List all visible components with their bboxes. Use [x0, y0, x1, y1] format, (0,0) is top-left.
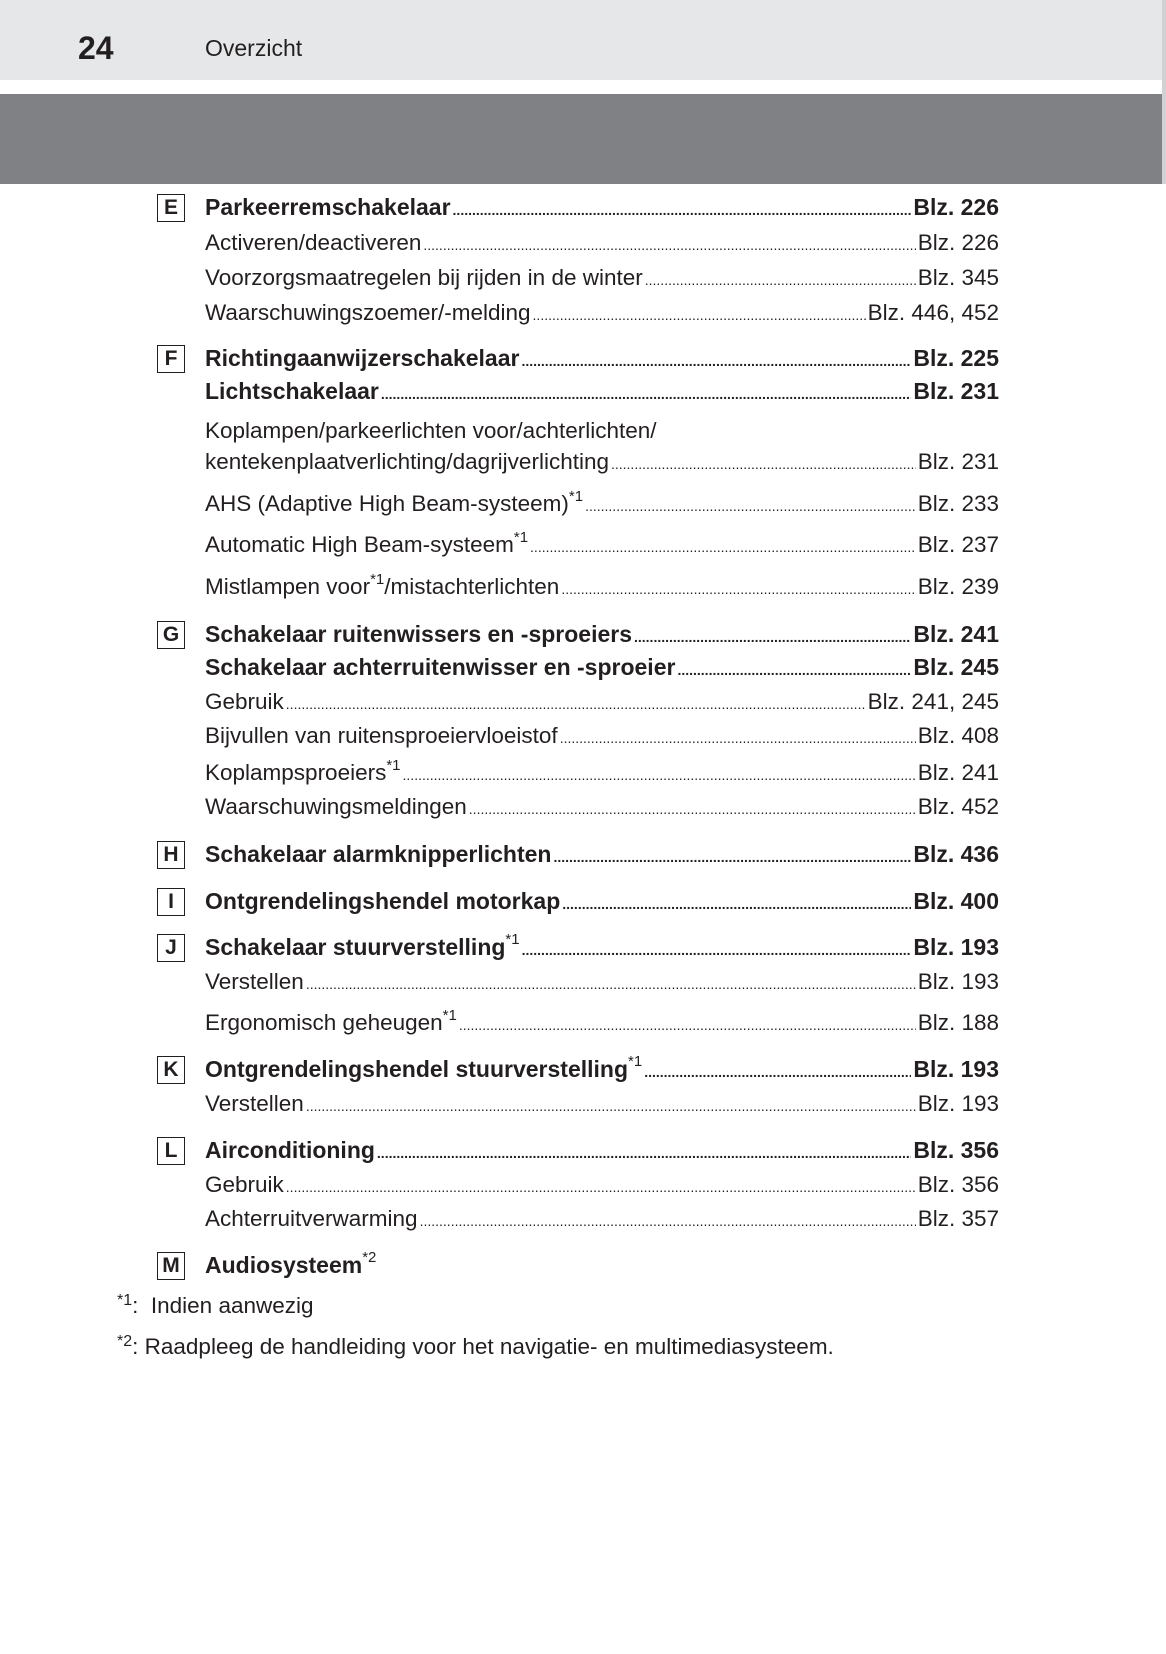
dot-leader — [306, 977, 916, 991]
index-entry-sub — [205, 447, 999, 477]
entry-label-text: Waarschuwingszoemer/-melding — [205, 300, 531, 325]
entry-label-text: Automatic High Beam-systeem — [205, 532, 514, 557]
entry-label-text: Ontgrendelingshendel stuurverstelling — [205, 1056, 629, 1082]
entry-label — [205, 1135, 375, 1165]
entry-label-text: Waarschuwingsmeldingen — [205, 794, 467, 819]
index-entry-main — [205, 932, 999, 962]
section-letter-badge: M — [157, 1252, 185, 1280]
entry-label — [205, 619, 632, 649]
footnote-reference: *1 — [505, 931, 520, 949]
index-entry-main — [205, 652, 999, 682]
page-edge — [1162, 0, 1166, 184]
index-entry-main — [205, 839, 999, 869]
index-entry-sub — [205, 1170, 999, 1200]
index-entry-main — [205, 192, 999, 222]
section-letter-badge: H — [157, 841, 185, 869]
index-entry-sub — [205, 967, 999, 997]
page-reference: Blz. 245 — [913, 654, 999, 680]
entry-label — [205, 839, 551, 869]
page-reference: Blz. 225 — [913, 345, 999, 371]
dot-leader — [420, 1214, 916, 1228]
entry-label — [205, 530, 528, 560]
entry-label — [205, 572, 559, 602]
entry-label-text: Mistlampen voor — [205, 574, 371, 599]
footnote-text: Raadpleeg de handleiding voor het navigatie- en multimediasysteem. — [144, 1334, 834, 1359]
gray-banner — [0, 94, 1166, 184]
page-reference: Blz. 193 — [917, 969, 999, 994]
footnote-reference: *1 — [370, 570, 385, 588]
index-entry-sub — [205, 530, 999, 560]
index-entry-sub — [205, 721, 999, 751]
entry-label-text: Parkeerremschakelaar — [205, 194, 451, 220]
entry-label — [205, 298, 531, 328]
page-reference: Blz. 231 — [913, 378, 999, 404]
entry-label — [205, 1089, 304, 1119]
footnote-text: Indien aanwezig — [150, 1293, 314, 1318]
index-entry-main — [205, 1135, 999, 1165]
index-entry-sub — [205, 687, 999, 717]
dot-leader — [469, 802, 916, 816]
dot-leader — [521, 354, 911, 368]
entry-label-text: Gebruik — [205, 1172, 284, 1197]
entry-label — [205, 1250, 376, 1280]
footnote-reference: *2 — [362, 1249, 377, 1267]
entry-label-text: Schakelaar ruitenwissers en -sproeiers — [205, 621, 632, 647]
entry-label-text: Voorzorgsmaatregelen bij rijden in de winter — [205, 265, 643, 290]
page-reference: Blz. 436 — [913, 841, 999, 867]
header-bar — [0, 0, 1166, 80]
entry-label-text: Ergonomisch geheugen — [205, 1010, 443, 1035]
footnote-reference: *1 — [628, 1053, 643, 1071]
section-letter-badge: G — [157, 621, 185, 649]
entry-label — [205, 886, 560, 916]
footnote-reference: *1 — [442, 1006, 457, 1024]
page-reference: Blz. 237 — [917, 532, 999, 557]
page-reference: Blz. 226 — [913, 194, 999, 220]
footnote-reference: *1 — [386, 756, 401, 774]
page-reference: Blz. 188 — [917, 1010, 999, 1035]
entry-label — [205, 1204, 418, 1234]
entry-label-text: Schakelaar alarmknipperlichten — [205, 841, 552, 867]
index-entry-sub — [205, 298, 999, 328]
dot-leader — [377, 1146, 911, 1160]
page-reference: Blz. 452 — [917, 794, 999, 819]
footnote-1: $^{*1}$: Indien aanwezig — [117, 1292, 314, 1318]
dot-leader — [306, 1099, 916, 1113]
footnote-2: $^{*2}$: Raadpleeg de handleiding voor het navigatie- en multimediasysteem. — [117, 1333, 834, 1359]
entry-label-text: Schakelaar stuurverstelling — [205, 934, 506, 960]
entry-label — [205, 343, 519, 373]
page-reference: Blz. 193 — [913, 1056, 999, 1082]
index-entry-sub — [205, 572, 999, 602]
page-reference: Blz. 233 — [917, 491, 999, 516]
dot-leader — [381, 387, 911, 401]
entry-label — [205, 447, 609, 477]
entry-label — [205, 967, 304, 997]
index-entry-sub — [205, 792, 999, 822]
entry-label — [205, 263, 643, 293]
index-entry-sub — [205, 758, 999, 788]
page-reference: Blz. 226 — [917, 230, 999, 255]
entry-label-text: Activeren/deactiveren — [205, 230, 422, 255]
dot-leader — [453, 203, 912, 217]
page-reference: Blz. 408 — [917, 723, 999, 748]
dot-leader — [423, 238, 915, 252]
dot-leader — [561, 582, 915, 596]
dot-leader — [611, 457, 916, 471]
index-entry-main — [205, 619, 999, 649]
entry-label-text: Gebruik — [205, 689, 284, 714]
page-reference: Blz. 356 — [917, 1172, 999, 1197]
entry-label-text: Verstellen — [205, 1091, 304, 1116]
entry-label-text: Airconditioning — [205, 1137, 375, 1163]
entry-label — [205, 687, 284, 717]
footnote-mark: *1 — [117, 1292, 133, 1309]
entry-label-text: Audiosysteem — [205, 1252, 363, 1278]
entry-label-text: Achterruitverwarming — [205, 1206, 418, 1231]
dot-leader — [553, 850, 911, 864]
page-reference: Blz. 231 — [917, 449, 999, 474]
section-letter-badge: E — [157, 194, 185, 222]
entry-label-text: Schakelaar achterruitenwisser en -sproeier — [205, 654, 676, 680]
page-reference: Blz. 345 — [917, 265, 999, 290]
dot-leader — [522, 943, 912, 957]
dot-leader — [286, 697, 866, 711]
index-entry-sub — [205, 1008, 999, 1038]
entry-label-suffix: /mistachterlichten — [384, 574, 560, 599]
entry-label — [205, 721, 558, 751]
entry-label — [205, 1054, 642, 1084]
entry-label-text: AHS (Adaptive High Beam-systeem) — [205, 491, 569, 516]
entry-label-text: Verstellen — [205, 969, 304, 994]
footnote-reference: *1 — [513, 528, 529, 546]
page-number: 24 — [78, 30, 114, 66]
section-letter-badge: K — [157, 1056, 185, 1084]
dot-leader — [644, 1065, 911, 1079]
entry-label-text: Richtingaanwijzerschakelaar — [205, 345, 520, 371]
index-entry-sub — [205, 489, 999, 519]
page-reference: Blz. 356 — [913, 1137, 999, 1163]
entry-label — [205, 228, 421, 258]
entry-label — [205, 1170, 284, 1200]
page-reference: Blz. 357 — [917, 1206, 999, 1231]
entry-label — [205, 792, 467, 822]
section-letter-badge: J — [157, 934, 185, 962]
entry-label — [205, 652, 675, 682]
dot-leader — [585, 499, 916, 513]
footnote-reference: *1 — [568, 487, 584, 505]
dot-leader — [286, 1180, 916, 1194]
entry-label — [205, 376, 379, 406]
section-letter-badge: I — [157, 888, 185, 916]
entry-label-text: Bijvullen van ruitensproeiervloeistof — [205, 723, 558, 748]
page-reference: Blz. 241 — [917, 760, 999, 785]
dot-leader — [530, 540, 916, 554]
index-entry-sub — [205, 263, 999, 293]
page-reference: Blz. 400 — [913, 888, 999, 914]
index-entry-main — [205, 343, 999, 373]
index-entry-main — [205, 1250, 999, 1280]
dot-leader — [677, 663, 911, 677]
index-entry-main — [205, 376, 999, 406]
page-reference: Blz. 241 — [913, 621, 999, 647]
entry-label-text: Ontgrendelingshendel motorkap — [205, 888, 561, 914]
entry-label — [205, 1008, 457, 1038]
index-entry-sub — [205, 1089, 999, 1119]
entry-label — [205, 192, 451, 222]
section-letter-badge: F — [157, 345, 185, 373]
dot-leader — [634, 630, 911, 644]
entry-label-text: Koplampsproeiers — [205, 760, 387, 785]
entry-label — [205, 489, 583, 519]
dot-leader — [459, 1018, 916, 1032]
index-entry-sub — [205, 228, 999, 258]
page-reference: Blz. 193 — [913, 934, 999, 960]
footnote-mark: *2 — [117, 1333, 133, 1350]
dot-leader — [560, 731, 916, 745]
entry-label — [205, 932, 520, 962]
page-reference: Blz. 241, 245 — [867, 689, 999, 714]
section-letter-badge: L — [157, 1137, 185, 1165]
dot-leader — [645, 273, 916, 287]
section-title: Overzicht — [205, 35, 303, 61]
page-reference: Blz. 446, 452 — [867, 300, 999, 325]
page-reference: Blz. 193 — [917, 1091, 999, 1116]
index-entry-main — [205, 1054, 999, 1084]
index-entry-sub — [205, 1204, 999, 1234]
dot-leader — [403, 768, 916, 782]
entry-label-text: Lichtschakelaar — [205, 378, 379, 404]
entry-label-line1: Koplampen/parkeerlichten voor/achterlichten/ — [205, 418, 657, 443]
page-reference: Blz. 239 — [917, 574, 999, 599]
header-divider — [0, 80, 1166, 94]
dot-leader — [533, 308, 866, 322]
index-entry-main — [205, 886, 999, 916]
entry-label-text: kentekenplaatverlichting/dagrijverlichting — [205, 449, 609, 474]
dot-leader — [562, 897, 911, 911]
entry-label — [205, 758, 401, 788]
